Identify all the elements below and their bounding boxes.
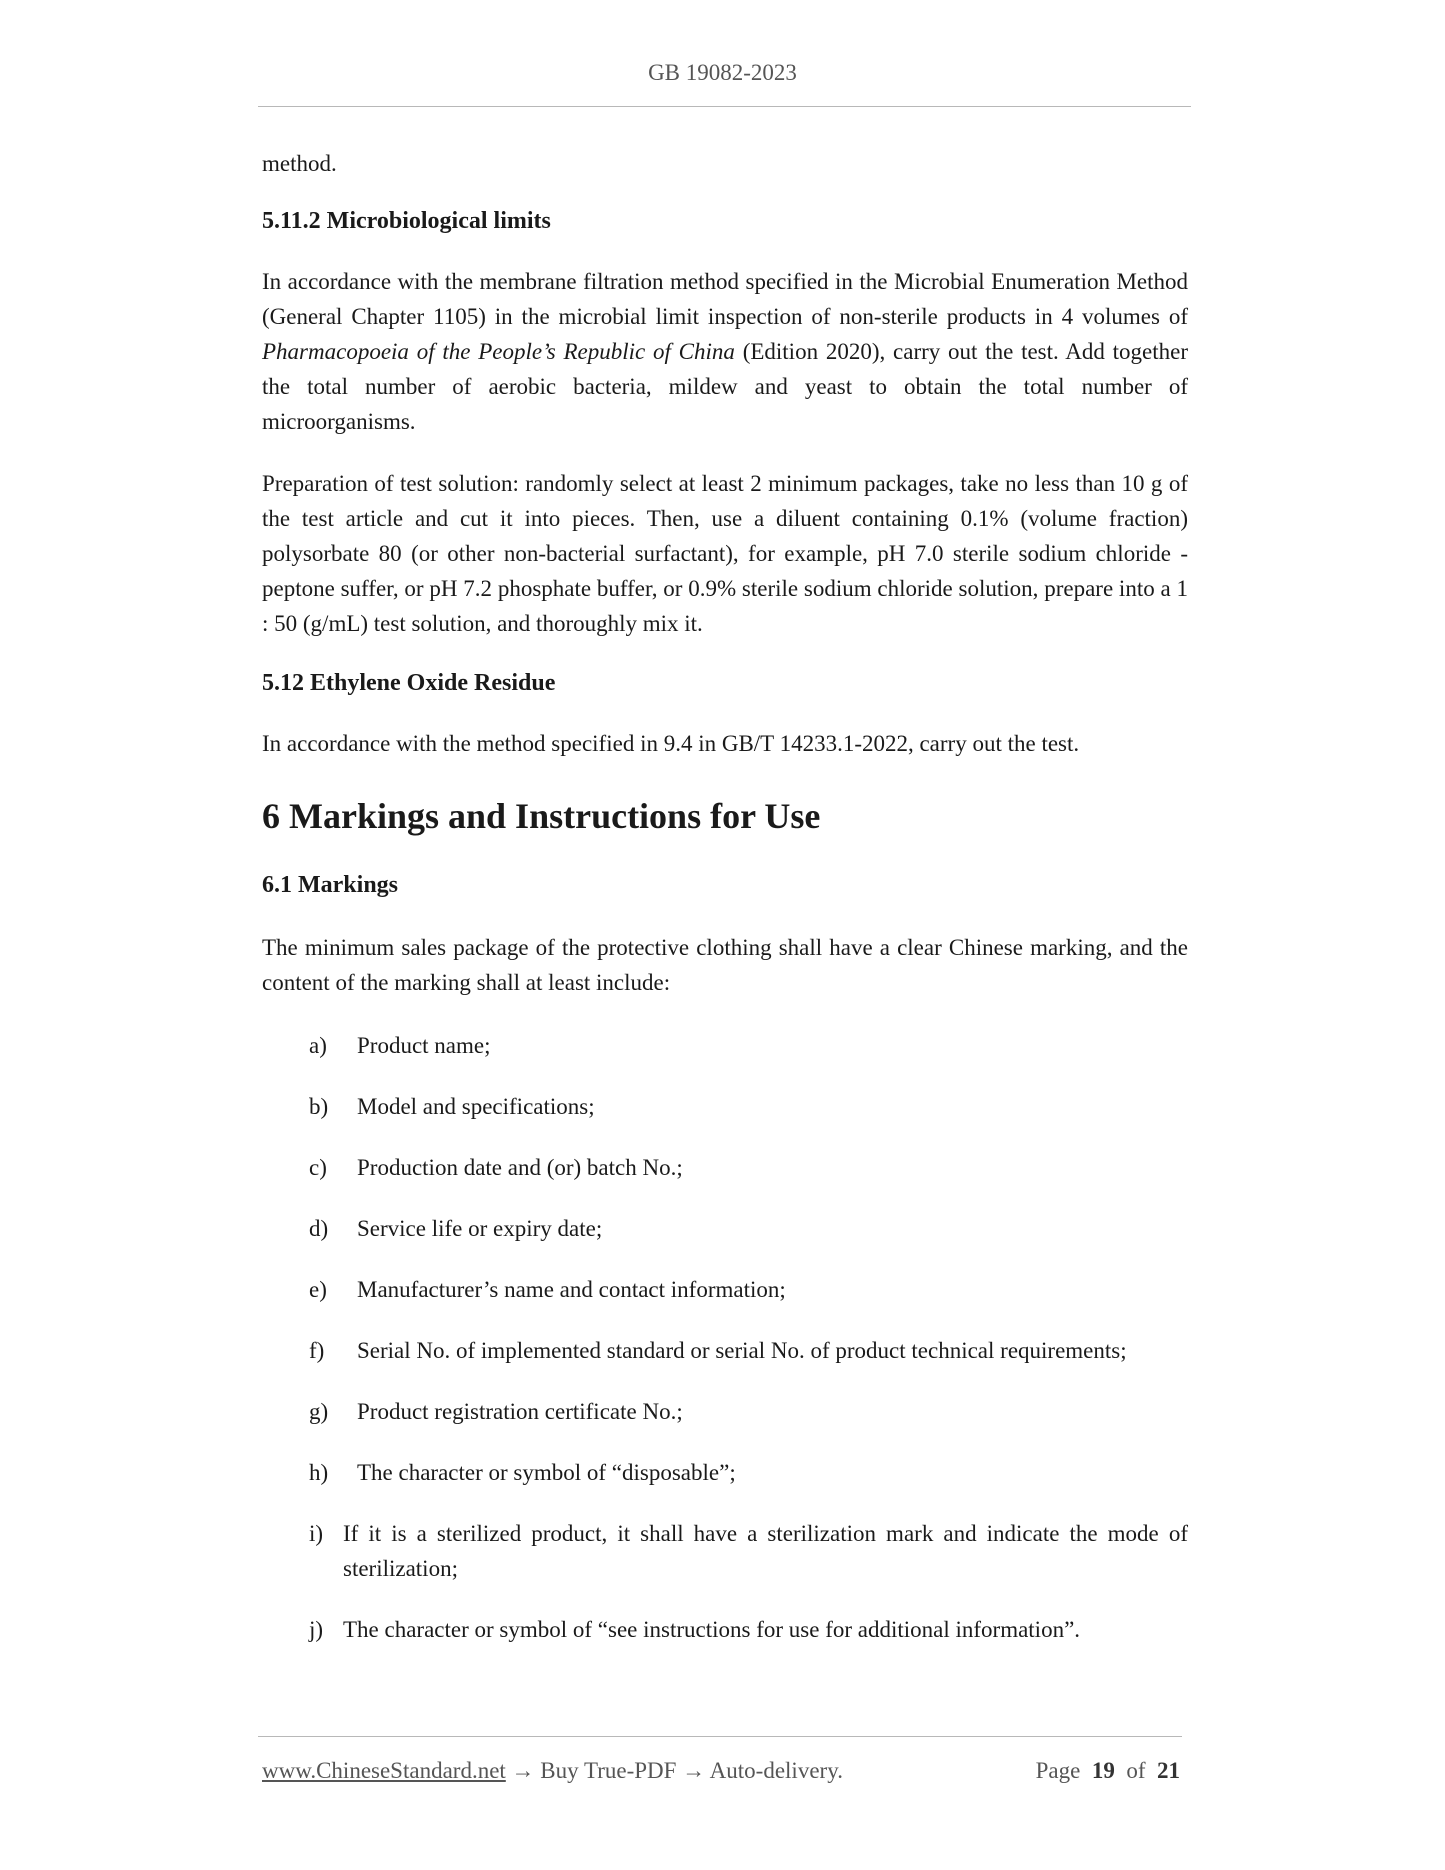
list-item-marker: e)	[309, 1277, 327, 1302]
list-item-marker: b)	[309, 1094, 329, 1119]
list-item-text: Production date and (or) batch No.;	[357, 1155, 683, 1180]
list-item	[262, 1333, 1188, 1368]
list-item-text: Model and specifications;	[357, 1094, 595, 1119]
paragraph-markings-intro: The minimum sales package of the protective clothing shall have a clear Chinese marking, and the content of the marking shall at least include:	[262, 935, 1188, 995]
list-item-text: Service life or expiry date;	[357, 1216, 603, 1241]
list-item	[262, 1150, 1188, 1185]
page-total: 21	[1157, 1758, 1180, 1783]
page-number: 19	[1091, 1758, 1115, 1783]
heading-6-1: 6.1 Markings	[262, 872, 399, 898]
header-divider	[258, 106, 1191, 107]
intro-tail-text: method.	[262, 151, 337, 176]
list-item	[262, 1089, 1188, 1124]
page-label: Page	[1035, 1758, 1081, 1783]
list-item-marker: a)	[309, 1033, 327, 1058]
heading-6: 6 Markings and Instructions for Use	[262, 796, 821, 836]
list-item-text: The character or symbol of “see instructions for use for additional information”.	[343, 1617, 1081, 1642]
list-item-text: Product registration certificate No.;	[357, 1399, 683, 1424]
paragraph-ethylene-oxide: In accordance with the method specified in 9.4 in GB/T 14233.1-2022, carry out the test.	[262, 731, 1080, 756]
list-item-text: The character or symbol of “disposable”;	[357, 1460, 736, 1485]
list-item	[262, 1455, 1188, 1490]
list-item-marker: f)	[309, 1338, 325, 1363]
list-item-text: If it is a sterilized product, it shall have a sterilization mark and indicate the mode of sterilization;	[343, 1521, 1188, 1581]
website-link[interactable]: www.ChineseStandard.net	[262, 1758, 506, 1783]
footer-promo	[262, 1758, 843, 1784]
page-content	[262, 146, 1188, 1673]
paragraph-microbial-method	[262, 264, 1188, 439]
paragraph-microbial-method-start: In accordance with the membrane filtration method specified in the Microbial Enumeration Method (General Chapter 1105) in the microbial limit inspection of non-sterile products in 4 volumes of	[262, 269, 1188, 329]
heading-5-11-2: 5.11.2 Microbiological limits	[262, 208, 551, 234]
list-item	[262, 1028, 1188, 1063]
arrow-right-icon: →	[511, 1758, 535, 1783]
list-item-marker: i)	[309, 1521, 324, 1546]
markings-list	[262, 1028, 1188, 1647]
page-indicator	[1036, 1758, 1180, 1784]
list-item	[262, 1612, 1188, 1647]
list-item-marker: c)	[309, 1155, 327, 1180]
list-item-marker: h)	[309, 1460, 329, 1485]
list-item	[262, 1394, 1188, 1429]
list-item-text: Serial No. of implemented standard or serial No. of product technical requirements;	[357, 1338, 1127, 1363]
list-item	[262, 1211, 1188, 1246]
list-item	[262, 1272, 1188, 1307]
list-item-text: Manufacturer’s name and contact information;	[357, 1277, 786, 1302]
page-header-title: GB 19082-2023	[648, 60, 797, 85]
heading-5-12: 5.12 Ethylene Oxide Residue	[262, 670, 556, 696]
buy-true-pdf-text: Buy True-PDF	[540, 1758, 677, 1783]
paragraph-test-solution: Preparation of test solution: randomly select at least 2 minimum packages, take no less than 10 g of the test article and cut it into pieces. Then, use a diluent containing 0.1% (volume fraction) polysorbate 80 (or other non-bacterial surfactant), for example, pH 7.0 sterile sodium chloride - peptone suffer, or pH 7.2 phosphate buffer, or 0.9% sterile sodium chloride solution, prepare into a 1 : 50 (g/mL) test solution, and thoroughly mix it.	[262, 471, 1188, 636]
of-label: of	[1126, 1758, 1146, 1783]
arrow-right-icon: →	[682, 1758, 706, 1783]
list-item	[262, 1516, 1188, 1586]
paragraph-microbial-method-end: (Edition 2020), carry out the test. Add together the total number of aerobic bacteria, mildew and yeast to obtain the total number of microorganisms.	[262, 339, 1188, 434]
footer-divider	[258, 1736, 1182, 1737]
pharmacopoeia-title: Pharmacopoeia of the People’s Republic of China	[262, 339, 735, 364]
list-item-marker: g)	[309, 1399, 329, 1424]
list-item-marker: j)	[309, 1617, 324, 1642]
list-item-marker: d)	[309, 1216, 329, 1241]
list-item-text: Product name;	[357, 1033, 491, 1058]
auto-delivery-text: Auto-delivery.	[709, 1758, 843, 1783]
